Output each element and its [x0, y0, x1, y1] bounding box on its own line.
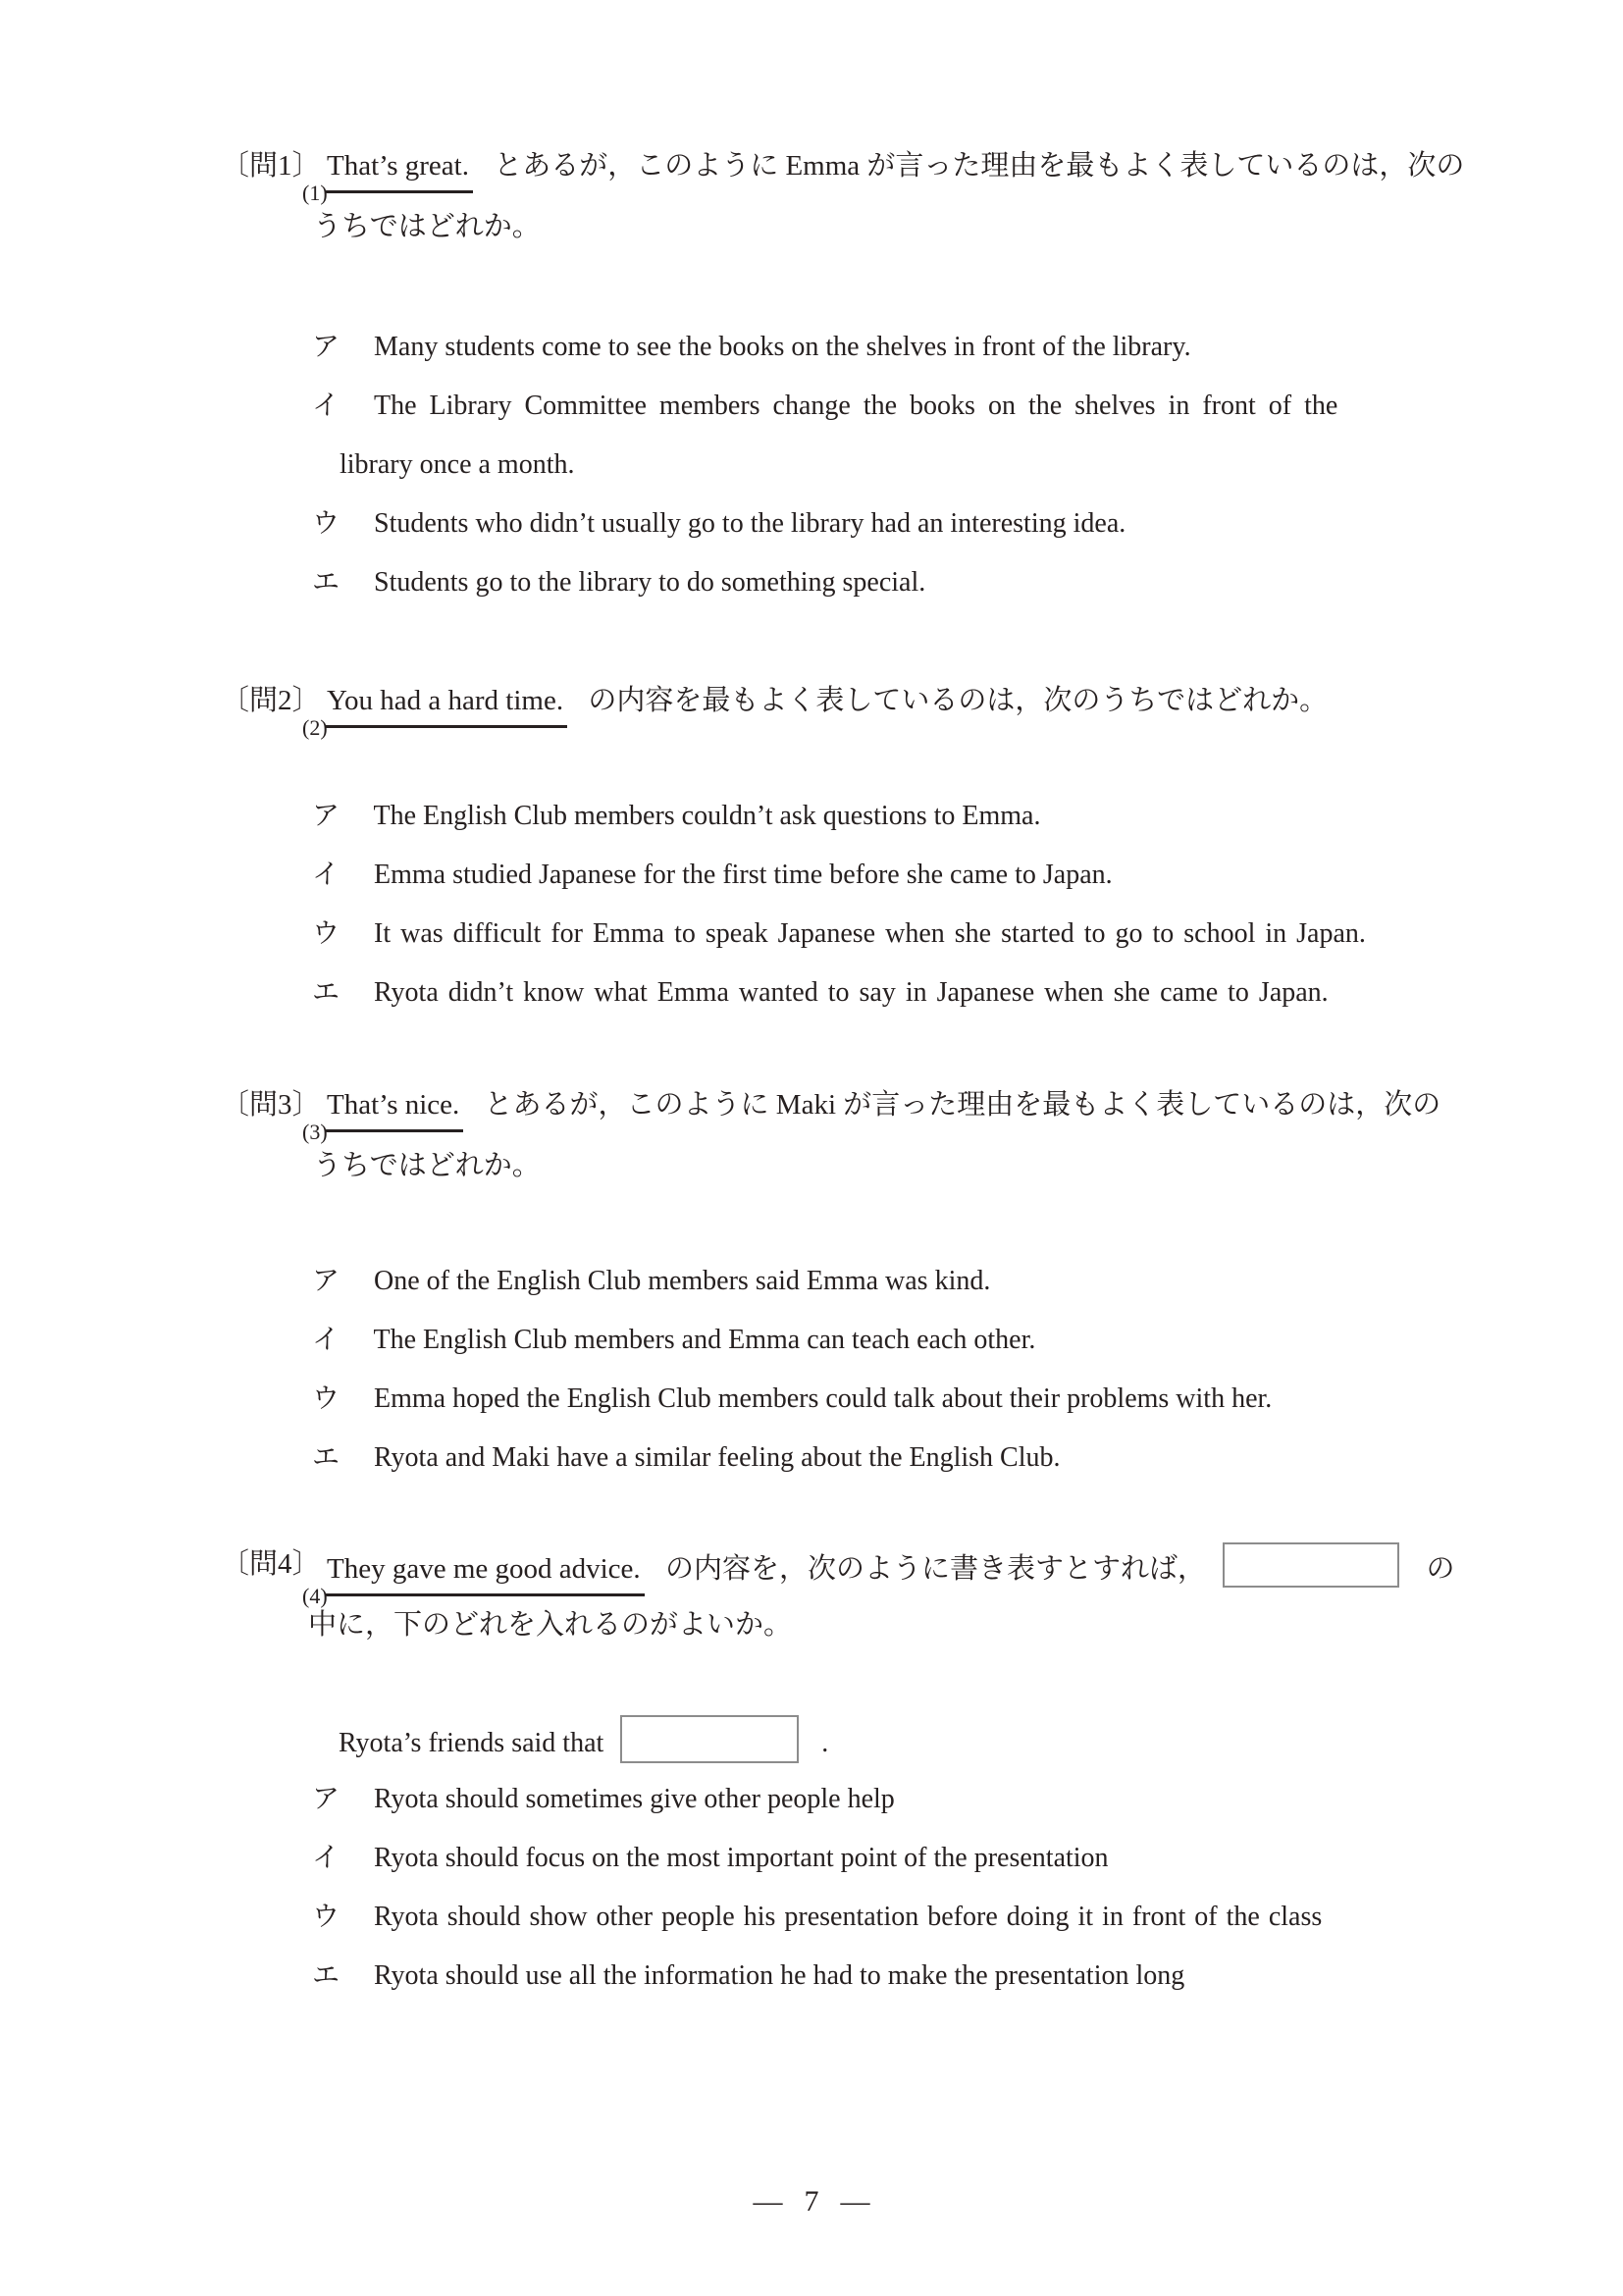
option-marker: ウ — [312, 1902, 340, 1932]
q1-option-b-continuation — [340, 444, 574, 487]
q2-option-b — [312, 854, 1113, 897]
stem-text: の — [1426, 1553, 1455, 1585]
option-text: Emma hoped the English Club members could talk about their problems with her. — [374, 1383, 1273, 1414]
q3-option-c — [312, 1378, 1272, 1421]
stem-text: うちではどれか。 — [313, 211, 541, 242]
question-number: 〔問3〕 — [221, 1089, 321, 1121]
option-marker: イ — [312, 860, 340, 890]
option-text: Students go to the library to do something special. — [374, 567, 926, 598]
option-text: Ryota should show other people his presentation before doing it in front of the class — [374, 1902, 1323, 1932]
option-text: Ryota didn’t know what Emma wanted to say in Japanese when she came to Japan. — [374, 977, 1329, 1008]
q4-option-b — [312, 1837, 1109, 1880]
q2-option-a — [312, 795, 1040, 838]
option-text: The English Club members and Emma can teach each other. — [373, 1325, 1036, 1355]
phrase-ref-number: (4) — [302, 1584, 328, 1608]
option-marker: エ — [312, 1442, 340, 1473]
stem-text: の内容を最もよく表しているのは，次のうちではどれか。 — [588, 685, 1329, 716]
question-3-stem-line-1 — [302, 1083, 1441, 1144]
question-3-stem-line-2 — [313, 1144, 541, 1187]
option-text: It was difficult for Emma to speak Japanese when she started to go to school in Japan. — [374, 918, 1366, 949]
question-4-stem-line-1 — [302, 1542, 1455, 1608]
q4-option-d — [312, 1955, 1184, 1998]
stem-text: とあるが，このように Emma が言った理由を最もよく表しているのは，次の — [494, 150, 1465, 182]
question-1-stem-line-2 — [313, 205, 541, 248]
option-marker: ウ — [312, 918, 340, 949]
q4-option-c — [312, 1896, 1322, 1939]
underlined-phrase — [302, 679, 567, 740]
option-marker: エ — [312, 977, 340, 1008]
phrase-ref-number: (1) — [302, 181, 328, 205]
underlined-phrase — [302, 1083, 463, 1144]
answer-blank-box — [1223, 1542, 1399, 1588]
quoted-phrase-text: They gave me good advice. — [327, 1553, 641, 1585]
q3-option-a — [312, 1260, 990, 1303]
fill-sentence-period: . — [821, 1728, 829, 1758]
option-text: library once a month. — [340, 449, 575, 480]
stem-text: うちではどれか。 — [313, 1150, 541, 1181]
option-marker: イ — [312, 1325, 340, 1355]
q1-option-c — [312, 502, 1126, 546]
option-marker: ア — [312, 332, 340, 362]
q4-fill-sentence — [339, 1715, 828, 1765]
footer-dash: — — [753, 2185, 783, 2218]
q1-option-d — [312, 561, 925, 604]
quoted-phrase-text: That’s nice. — [327, 1089, 460, 1121]
q3-option-d — [312, 1436, 1061, 1480]
fill-sentence-prefix: Ryota’s friends said that — [339, 1728, 604, 1758]
option-text: One of the English Club members said Emma was kind. — [374, 1266, 991, 1296]
page-number: 7 — [804, 2185, 819, 2218]
option-marker: イ — [312, 391, 340, 421]
option-marker: ウ — [312, 1383, 340, 1414]
q1-option-b — [312, 385, 1337, 428]
answer-blank-box — [620, 1715, 799, 1763]
quoted-phrase-text: You had a hard time. — [327, 685, 564, 716]
stem-text: 中に，下のどれを入れるのがよいか。 — [308, 1609, 793, 1641]
option-text: The English Club members couldn’t ask questions to Emma. — [373, 801, 1041, 831]
q4-option-a — [312, 1778, 895, 1821]
option-text: Ryota should sometimes give other people help — [374, 1784, 895, 1814]
q1-option-a — [312, 326, 1191, 369]
question-4-stem-line-2 — [308, 1603, 792, 1646]
quoted-phrase-text: That’s great. — [327, 150, 469, 182]
option-text: Students who didn’t usually go to the library had an interesting idea. — [374, 508, 1126, 539]
option-text: Ryota and Maki have a similar feeling about the English Club. — [374, 1442, 1061, 1473]
q2-option-d — [312, 971, 1329, 1015]
option-marker: ア — [312, 1266, 340, 1296]
underlined-phrase — [302, 1547, 645, 1608]
page-footer — [0, 2180, 1623, 2223]
option-marker: イ — [312, 1843, 340, 1873]
option-marker: ア — [312, 801, 340, 831]
underlined-phrase — [302, 144, 473, 205]
option-text: Ryota should focus on the most important point of the presentation — [374, 1843, 1109, 1873]
phrase-ref-number: (2) — [302, 715, 328, 740]
stem-text: の内容を，次のように書き表すとすれば， — [664, 1553, 1206, 1585]
question-1-stem-line-1 — [302, 144, 1465, 205]
stem-text: とあるが，このように Maki が言った理由を最もよく表しているのは，次の — [484, 1089, 1441, 1121]
option-text: Many students come to see the books on the shelves in front of the library. — [374, 332, 1191, 362]
q2-option-c — [312, 913, 1366, 956]
option-marker: エ — [312, 1960, 340, 1991]
question-number: 〔問4〕 — [221, 1548, 321, 1580]
q3-option-b — [312, 1319, 1035, 1362]
option-marker: ウ — [312, 508, 340, 539]
option-marker: エ — [312, 567, 340, 598]
option-text: Ryota should use all the information he had to make the presentation long — [374, 1960, 1185, 1991]
footer-dash: — — [840, 2185, 870, 2218]
phrase-ref-number: (3) — [302, 1120, 328, 1144]
option-text: Emma studied Japanese for the first time before she came to Japan. — [374, 860, 1113, 890]
question-2-stem-line-1 — [302, 679, 1329, 740]
option-marker: ア — [312, 1784, 340, 1814]
option-text: The Library Committee members change the books on the shelves in front of the — [374, 391, 1338, 421]
question-4-label — [221, 1542, 321, 1586]
question-number: 〔問2〕 — [221, 685, 321, 716]
question-number: 〔問1〕 — [221, 150, 321, 182]
